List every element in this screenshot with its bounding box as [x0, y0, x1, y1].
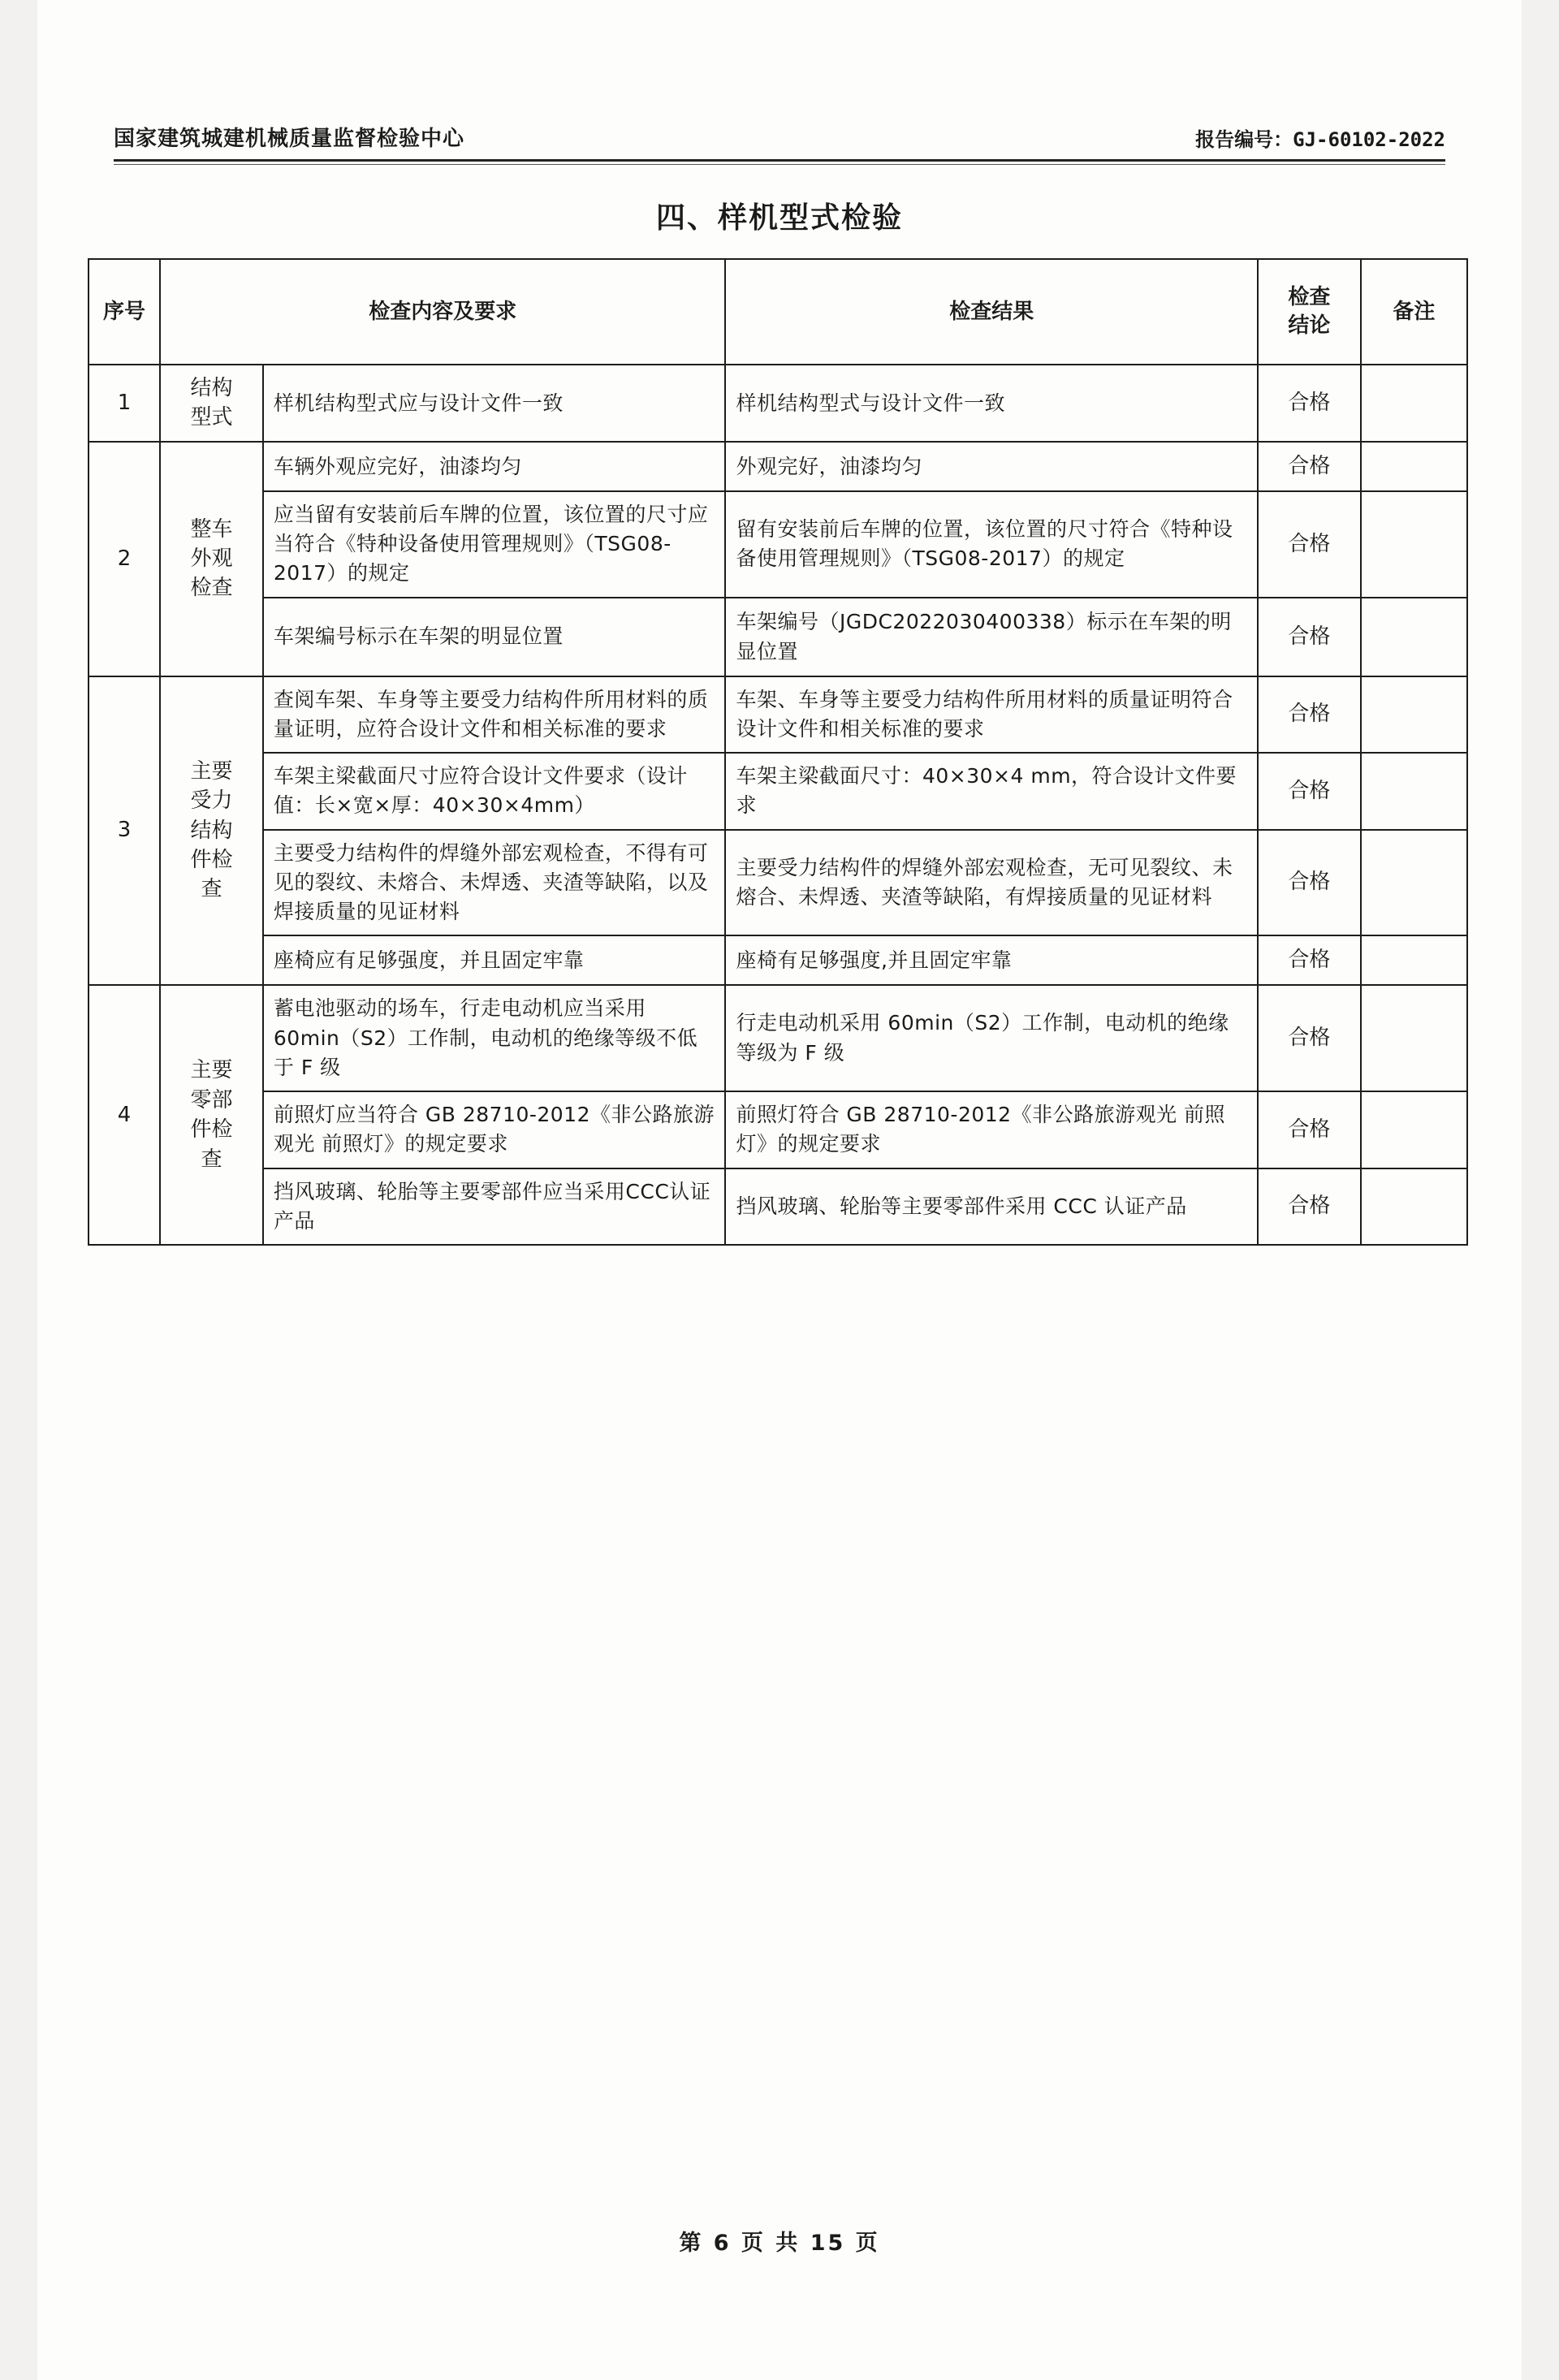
cell-requirement: 蓄电池驱动的场车，行走电动机应当采用 60min（S2）工作制，电动机的绝缘等级不低于 F 级: [263, 985, 726, 1091]
cell-requirement: 车辆外观应完好，油漆均匀: [263, 442, 726, 491]
group-line: 检查: [190, 576, 233, 601]
cell-requirement: 应当留有安装前后车牌的位置，该位置的尺寸应当符合《特种设备使用管理规则》（TSG08-2017）的规定: [263, 491, 726, 598]
cell-conclusion: 合格: [1258, 491, 1361, 598]
group-line: 件检: [190, 848, 233, 873]
cell-group: [160, 985, 263, 1245]
cell-requirement: 查阅车架、车身等主要受力结构件所用材料的质量证明，应符合设计文件和相关标准的要求: [263, 676, 726, 754]
cell-result: 车架编号（JGDC2022030400338）标示在车架的明显位置: [725, 598, 1258, 676]
col-header-conclusion-line2: 结论: [1288, 313, 1331, 338]
table-row: [89, 365, 1467, 442]
cell-remark: [1361, 491, 1467, 598]
cell-requirement: 车架主梁截面尺寸应符合设计文件要求（设计值：长×宽×厚：40×30×4mm）: [263, 753, 726, 830]
cell-remark: [1361, 1168, 1467, 1246]
col-header-conclusion: [1258, 259, 1361, 365]
cell-conclusion: 合格: [1258, 598, 1361, 676]
cell-group: [160, 365, 263, 442]
cell-requirement: 挡风玻璃、轮胎等主要零部件应当采用CCC认证产品: [263, 1168, 726, 1246]
table-row: [89, 598, 1467, 676]
table-row: [89, 491, 1467, 598]
cell-requirement: 主要受力结构件的焊缝外部宏观检查，不得有可见的裂纹、未熔合、未焊透、夹渣等缺陷，以及焊接质量的见证材料: [263, 830, 726, 936]
group-line: 件检: [190, 1117, 233, 1142]
cell-conclusion: 合格: [1258, 753, 1361, 830]
cell-conclusion: 合格: [1258, 1091, 1361, 1168]
cell-seq: 4: [89, 985, 160, 1245]
cell-conclusion: 合格: [1258, 442, 1361, 491]
table-row: [89, 830, 1467, 936]
section-title: 四、样机型式检验: [655, 201, 903, 235]
cell-requirement: 样机结构型式应与设计文件一致: [263, 365, 726, 442]
cell-conclusion: 合格: [1258, 935, 1361, 985]
cell-conclusion: 合格: [1258, 676, 1361, 754]
cell-requirement: 车架编号标示在车架的明显位置: [263, 598, 726, 676]
cell-remark: [1361, 753, 1467, 830]
header-divider: [114, 159, 1445, 162]
cell-conclusion: 合格: [1258, 365, 1361, 442]
cell-remark: [1361, 985, 1467, 1091]
col-header-content: 检查内容及要求: [160, 259, 725, 365]
table-row: [89, 676, 1467, 754]
header-divider-thin: [114, 164, 1445, 165]
scan-edge-left: [0, 0, 37, 2380]
cell-conclusion: 合格: [1258, 830, 1361, 936]
table-row: [89, 985, 1467, 1091]
cell-result: 主要受力结构件的焊缝外部宏观检查，无可见裂纹、未熔合、未焊透、夹渣等缺陷，有焊接质量的见证材料: [725, 830, 1258, 936]
table-header-row: [89, 259, 1467, 365]
cell-seq: 2: [89, 442, 160, 676]
group-line: 查: [201, 1147, 222, 1172]
group-line: 零部: [190, 1087, 233, 1112]
cell-remark: [1361, 830, 1467, 936]
cell-result: 座椅有足够强度,并且固定牢靠: [725, 935, 1258, 985]
cell-conclusion: 合格: [1258, 1168, 1361, 1246]
cell-requirement: 前照灯应当符合 GB 28710-2012《非公路旅游观光 前照灯》的规定要求: [263, 1091, 726, 1168]
table-row: [89, 442, 1467, 491]
cell-remark: [1361, 676, 1467, 754]
cell-conclusion: 合格: [1258, 985, 1361, 1091]
cell-result: 外观完好，油漆均匀: [725, 442, 1258, 491]
cell-remark: [1361, 935, 1467, 985]
scan-edge-right: [1522, 0, 1559, 2380]
cell-seq: 3: [89, 676, 160, 986]
group-line: 结构: [190, 376, 233, 400]
table-row: [89, 1091, 1467, 1168]
cell-group: [160, 442, 263, 676]
cell-result: 样机结构型式与设计文件一致: [725, 365, 1258, 442]
cell-remark: [1361, 365, 1467, 442]
inspection-table: [88, 258, 1468, 1246]
table-row: [89, 935, 1467, 985]
group-line: 外观: [190, 546, 233, 571]
cell-result: 车架主梁截面尺寸：40×30×4 mm，符合设计文件要求: [725, 753, 1258, 830]
cell-result: 前照灯符合 GB 28710-2012《非公路旅游观光 前照灯》的规定要求: [725, 1091, 1258, 1168]
cell-result: 留有安装前后车牌的位置，该位置的尺寸符合《特种设备使用管理规则》（TSG08-2017）的规定: [725, 491, 1258, 598]
organization-name: 国家建筑城建机械质量监督检验中心: [114, 127, 465, 151]
col-header-conclusion-line1: 检查: [1288, 284, 1331, 309]
report-number: 报告编号：GJ-60102-2022: [1195, 128, 1445, 151]
group-line: 查: [201, 877, 222, 902]
col-header-seq: 序号: [89, 259, 160, 365]
cell-result: 车架、车身等主要受力结构件所用材料的质量证明符合设计文件和相关标准的要求: [725, 676, 1258, 754]
cell-result: 行走电动机采用 60min（S2）工作制，电动机的绝缘等级为 F 级: [725, 985, 1258, 1091]
cell-group: [160, 676, 263, 986]
cell-seq: 1: [89, 365, 160, 442]
col-header-remark: 备注: [1361, 259, 1467, 365]
cell-remark: [1361, 598, 1467, 676]
group-line: 型式: [190, 405, 233, 430]
table-row: [89, 753, 1467, 830]
group-line: 结构: [190, 818, 233, 843]
group-line: 受力: [190, 788, 233, 814]
group-line: 主要: [190, 758, 233, 784]
table-row: [89, 1168, 1467, 1246]
group-line: 整车: [190, 516, 233, 542]
cell-result: 挡风玻璃、轮胎等主要零部件采用 CCC 认证产品: [725, 1168, 1258, 1246]
col-header-result: 检查结果: [725, 259, 1258, 365]
page-header: [114, 122, 1445, 152]
cell-remark: [1361, 1091, 1467, 1168]
inspection-table-wrap: [88, 258, 1468, 1246]
cell-remark: [1361, 442, 1467, 491]
cell-requirement: 座椅应有足够强度，并且固定牢靠: [263, 935, 726, 985]
group-line: 主要: [190, 1058, 233, 1083]
page-footer: 第 6 页 共 15 页: [679, 2231, 880, 2256]
